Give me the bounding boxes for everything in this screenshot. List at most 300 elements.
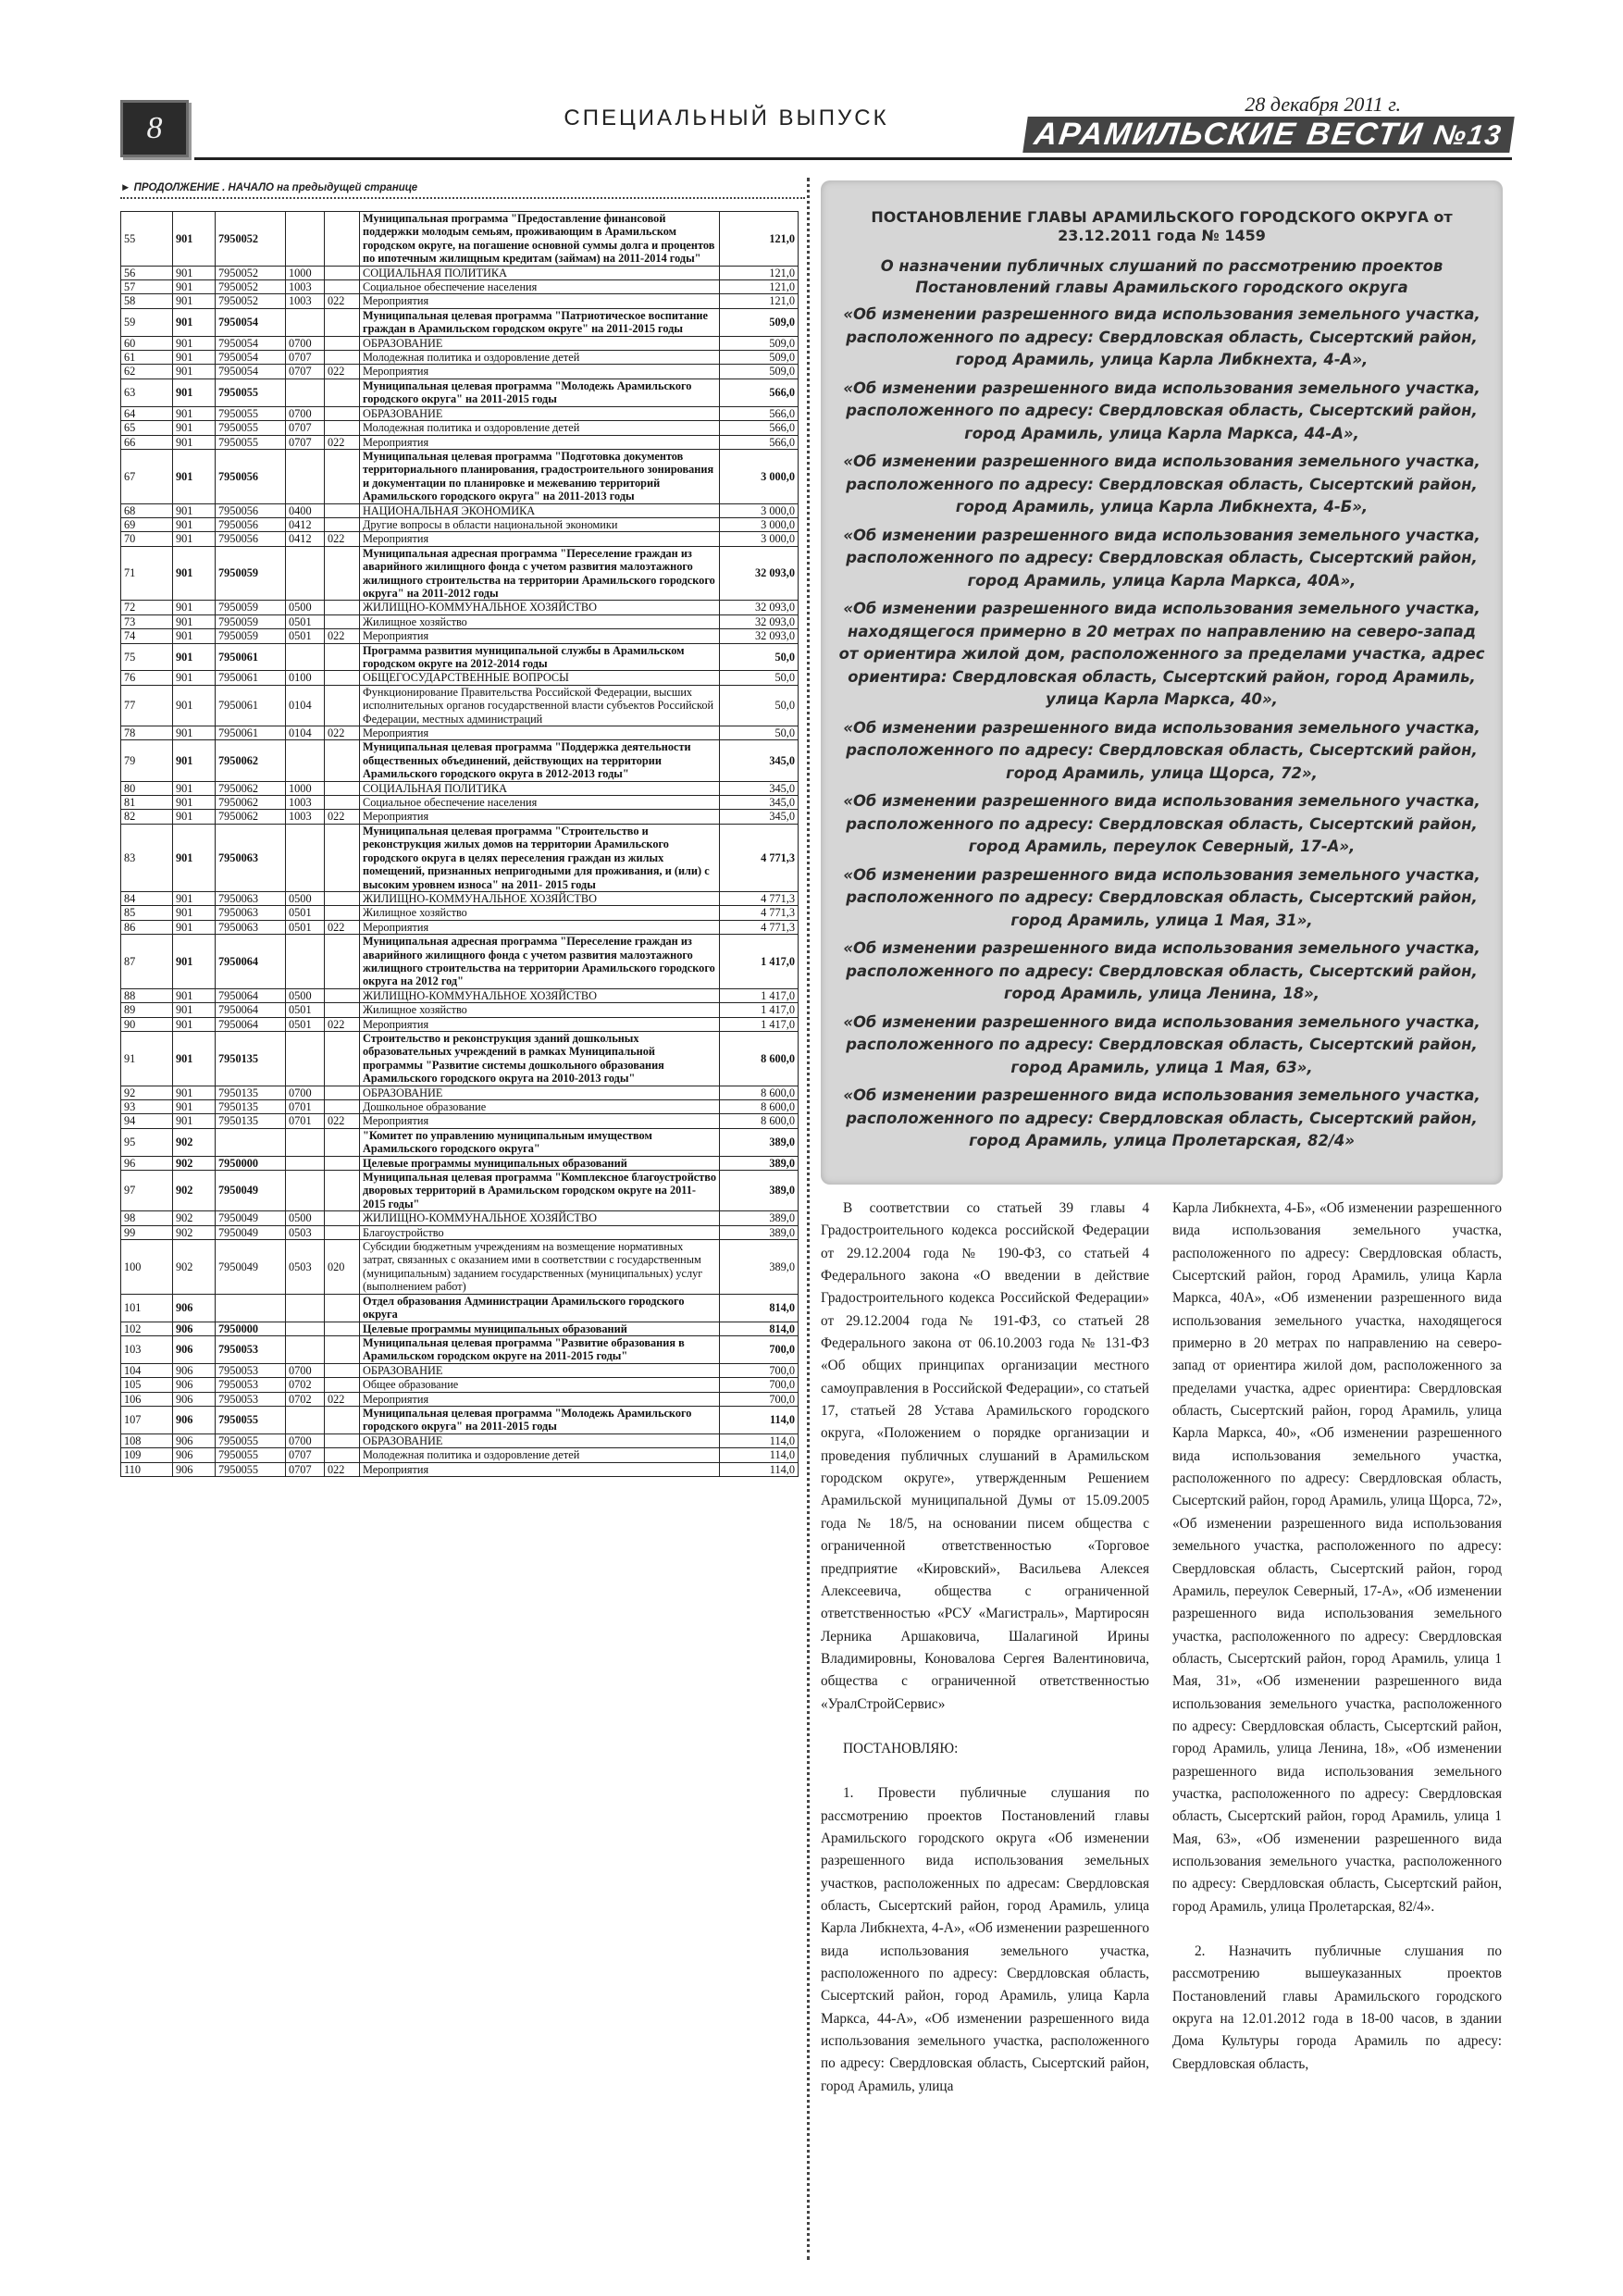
cell-expense-code [325, 671, 360, 685]
cell-item-name: Молодежная политика и оздоровление детей [360, 351, 720, 365]
cell-row-number: 71 [121, 546, 173, 601]
table-row [121, 1240, 799, 1295]
cell-item-name: Дошкольное образование [360, 1100, 720, 1114]
cell-row-number: 105 [121, 1378, 173, 1392]
cell-section-code: 0702 [286, 1392, 325, 1406]
cell-admin-code: 906 [173, 1462, 216, 1476]
cell-amount: 4 771,3 [720, 891, 799, 905]
cell-item-name: Жилищное хозяйство [360, 906, 720, 920]
cell-item-name: Мероприятия [360, 1392, 720, 1406]
cell-item-name: Социальное обеспечение населения [360, 280, 720, 294]
cell-row-number: 104 [121, 1363, 173, 1377]
cell-admin-code: 901 [173, 740, 216, 781]
cell-item-name: СОЦИАЛЬНАЯ ПОЛИТИКА [360, 266, 720, 279]
cell-amount: 700,0 [720, 1335, 799, 1363]
cell-amount: 32 093,0 [720, 629, 799, 643]
cell-expense-code: 022 [325, 365, 360, 379]
cell-target-code: 7950055 [216, 435, 286, 449]
cell-section-code: 1000 [286, 781, 325, 795]
cell-expense-code: 022 [325, 920, 360, 934]
cell-amount: 50,0 [720, 685, 799, 726]
table-row [121, 1128, 799, 1156]
cell-admin-code: 901 [173, 1017, 216, 1031]
cell-amount: 114,0 [720, 1406, 799, 1433]
cell-admin-code: 901 [173, 685, 216, 726]
cell-target-code: 7950063 [216, 824, 286, 891]
cell-target-code: 7950059 [216, 601, 286, 614]
cell-admin-code: 901 [173, 546, 216, 601]
table-row [121, 1114, 799, 1128]
cell-admin-code: 901 [173, 781, 216, 795]
cell-row-number: 61 [121, 351, 173, 365]
cell-row-number: 96 [121, 1156, 173, 1170]
cell-admin-code: 901 [173, 1086, 216, 1099]
cell-target-code: 7950000 [216, 1156, 286, 1170]
cell-item-name: Мероприятия [360, 726, 720, 740]
cell-row-number: 95 [121, 1128, 173, 1156]
cell-amount: 700,0 [720, 1392, 799, 1406]
cell-admin-code: 901 [173, 629, 216, 643]
cell-item-name: ЖИЛИЩНО-КОММУНАЛЬНОЕ ХОЗЯЙСТВО [360, 988, 720, 1002]
cell-row-number: 56 [121, 266, 173, 279]
text-column-left [821, 1198, 1149, 2098]
cell-admin-code: 906 [173, 1294, 216, 1322]
cell-amount: 3 000,0 [720, 503, 799, 517]
cell-target-code: 7950064 [216, 1003, 286, 1017]
table-row [121, 406, 799, 420]
cell-amount: 114,0 [720, 1433, 799, 1447]
cell-section-code: 0707 [286, 435, 325, 449]
cell-item-name: Мероприятия [360, 920, 720, 934]
cell-item-name: Отдел образования Администрации Арамильского городского округа [360, 1294, 720, 1322]
cell-section-code: 0707 [286, 421, 325, 435]
cell-amount: 32 093,0 [720, 546, 799, 601]
cell-section-code: 0700 [286, 1363, 325, 1377]
cell-row-number: 76 [121, 671, 173, 685]
cell-item-name: Муниципальная целевая программа "Развитие образования в Арамильском городском округе на 2011-2015 годы" [360, 1335, 720, 1363]
cell-target-code: 7950061 [216, 671, 286, 685]
cell-expense-code [325, 1031, 360, 1086]
cell-expense-code [325, 308, 360, 336]
cell-expense-code [325, 601, 360, 614]
table-row [121, 671, 799, 685]
cell-target-code: 7950053 [216, 1335, 286, 1363]
table-row [121, 1433, 799, 1447]
issue-number: №13 [1431, 120, 1505, 151]
cell-target-code: 7950056 [216, 517, 286, 531]
cell-row-number: 86 [121, 920, 173, 934]
cell-amount: 389,0 [720, 1171, 799, 1211]
cell-item-name: Мероприятия [360, 435, 720, 449]
cell-row-number: 58 [121, 294, 173, 308]
cell-admin-code: 906 [173, 1363, 216, 1377]
table-row [121, 212, 799, 267]
table-row [121, 1100, 799, 1114]
cell-target-code: 7950063 [216, 891, 286, 905]
table-row [121, 308, 799, 336]
cell-target-code: 7950064 [216, 1017, 286, 1031]
cell-item-name: Муниципальная целевая программа "Молодежь Арамильского городского округа" на 2011-2015 годы [360, 379, 720, 406]
cell-expense-code: 022 [325, 810, 360, 824]
cell-admin-code: 901 [173, 671, 216, 685]
table-row [121, 629, 799, 643]
paragraph-1: 1. Провести публичные слушания по рассмотрению проектов Постановлений главы Арамильского городского округа «Об изменении разрешенного вида использования земельных участков, расположенных по адресам: Свердловская область, Сысертский район, город Арамиль, улица Карла Либкнехта, 4-А», «Об изменении разрешенного вида использования земельного участка, расположенного по адресу: Свердловская область, Сысертский район, город Арамиль, улица Карла Маркса, 44-А», «Об изменении разрешенного вида использования земельного участка, расположенного по адресу: Свердловская область, Сысертский район, город Арамиль, улица [821, 1785, 1149, 2094]
header-rule [194, 157, 1512, 160]
cell-amount: 121,0 [720, 280, 799, 294]
cell-item-name: Муниципальная целевая программа "Поддержка деятельности общественных объединений, действующих на территории Арамильского городского округа в 2012-2013 годы" [360, 740, 720, 781]
cell-section-code: 0501 [286, 906, 325, 920]
decree-item: «Об изменении разрешенного вида использования земельного участка, расположенного по адресу: Свердловская область, Сысертский район, город Арамиль, улица Карла Либкнехта, 4-А», [843, 305, 1481, 368]
table-row [121, 1378, 799, 1392]
decree-item: «Об изменении разрешенного вида использования земельного участка, расположенного по адресу: Свердловская область, Сысертский район, город Арамиль, улица Ленина, 18», [843, 939, 1481, 1002]
cell-item-name: Муниципальная целевая программа "Комплексное благоустройство дворовых территорий в Арамильском городском округе на 2011-2015 годы" [360, 1171, 720, 1211]
cell-section-code: 0700 [286, 336, 325, 350]
table-row [121, 988, 799, 1002]
table-row [121, 920, 799, 934]
cell-row-number: 87 [121, 935, 173, 989]
cell-target-code: 7950049 [216, 1225, 286, 1239]
cell-expense-code [325, 824, 360, 891]
preamble-paragraph: В соответствии со статьей 39 главы 4 Градостроительного кодекса российской Федерации от 29.12.2004 года № 190-ФЗ, со статьей 4 Федерального закона «О введении в действие Градостроительного кодекса Российской Федерации» от 29.12.2004 года № 191-ФЗ, со статьей 28 Федерального закона от 06.10.2003 года № 131-ФЗ «Об общих принципах организации местного самоуправления в Российской Федерации», со статьей 17, статьей 28 Устава Арамильского городского округа, «Положением о порядке организации и проведения публичных слушаний в Арамильском городском округе», утвержденным Решением Арамильской муниципальной Думы от 15.09.2005 года № 18/5, на основании писем общества с ограниченной ответственностью «Торговое предприятие «Кировский», Васильева Алексея Алексеевича, общества с ограниченной ответственностью «РСУ «Магистраль», Мартиросян Лерника Аршаковича, Шалагиной Ирины Владимировны, Коноваловa Сергея Валентиновича, общества с ограниченной ответственностью «УралСтройСервис» [821, 1200, 1149, 1712]
cell-admin-code: 901 [173, 1003, 216, 1017]
cell-item-name: СОЦИАЛЬНАЯ ПОЛИТИКА [360, 781, 720, 795]
table-row [121, 1335, 799, 1363]
cell-row-number: 79 [121, 740, 173, 781]
cell-row-number: 66 [121, 435, 173, 449]
cell-admin-code: 901 [173, 920, 216, 934]
cell-row-number: 62 [121, 365, 173, 379]
cell-amount: 700,0 [720, 1378, 799, 1392]
cell-section-code: 0702 [286, 1378, 325, 1392]
cell-section-code: 0104 [286, 685, 325, 726]
cell-admin-code: 906 [173, 1392, 216, 1406]
cell-row-number: 68 [121, 503, 173, 517]
cell-row-number: 83 [121, 824, 173, 891]
cell-row-number: 65 [121, 421, 173, 435]
table-row [121, 1225, 799, 1239]
cell-expense-code [325, 1128, 360, 1156]
cell-section-code: 1000 [286, 266, 325, 279]
decree-content [837, 208, 1486, 1153]
table-row [121, 1156, 799, 1170]
cell-admin-code: 901 [173, 212, 216, 267]
table-row [121, 781, 799, 795]
cell-row-number: 110 [121, 1462, 173, 1476]
cell-amount: 389,0 [720, 1128, 799, 1156]
table-row [121, 365, 799, 379]
cell-section-code [286, 546, 325, 601]
cell-target-code: 7950055 [216, 1433, 286, 1447]
cell-section-code [286, 740, 325, 781]
table-row [121, 1462, 799, 1476]
cell-target-code: 7950059 [216, 546, 286, 601]
cell-row-number: 94 [121, 1114, 173, 1128]
cell-admin-code: 901 [173, 796, 216, 810]
cell-admin-code: 902 [173, 1225, 216, 1239]
cell-admin-code: 901 [173, 336, 216, 350]
cell-admin-code: 901 [173, 503, 216, 517]
cell-item-name: Мероприятия [360, 629, 720, 643]
cell-row-number: 70 [121, 532, 173, 546]
cell-item-name: Мероприятия [360, 365, 720, 379]
cell-amount: 8 600,0 [720, 1086, 799, 1099]
cell-expense-code: 022 [325, 1017, 360, 1031]
cell-amount: 32 093,0 [720, 601, 799, 614]
cell-amount: 389,0 [720, 1156, 799, 1170]
cell-expense-code [325, 614, 360, 628]
cell-item-name: Муниципальная целевая программа "Строительство и реконструкция жилых домов на территории Арамильского городского округа в целях переселения граждан из жилых помещений, признанных непригодными для проживания, и (или) с высоким уровнем износа" на 2011- 2015 годы [360, 824, 720, 891]
cell-row-number: 60 [121, 336, 173, 350]
cell-section-code [286, 1406, 325, 1433]
cell-target-code: 7950064 [216, 935, 286, 989]
cell-admin-code: 901 [173, 906, 216, 920]
cell-row-number: 74 [121, 629, 173, 643]
cell-expense-code [325, 1211, 360, 1225]
cell-target-code: 7950059 [216, 629, 286, 643]
cell-amount: 345,0 [720, 781, 799, 795]
cell-expense-code [325, 796, 360, 810]
cell-expense-code [325, 266, 360, 279]
table-row [121, 503, 799, 517]
cell-admin-code: 901 [173, 406, 216, 420]
cell-expense-code: 022 [325, 726, 360, 740]
cell-target-code: 7950054 [216, 308, 286, 336]
cell-target-code: 7950063 [216, 920, 286, 934]
text-column-right [1172, 1198, 1502, 2076]
cell-admin-code: 906 [173, 1448, 216, 1462]
cell-target-code: 7950056 [216, 449, 286, 503]
cell-expense-code [325, 1086, 360, 1099]
cell-amount: 814,0 [720, 1294, 799, 1322]
cell-expense-code: 022 [325, 435, 360, 449]
cell-admin-code: 901 [173, 532, 216, 546]
cell-amount: 389,0 [720, 1240, 799, 1295]
continuation-note: ► ПРОДОЛЖЕНИЕ . НАЧАЛО на предыдущей странице [120, 182, 418, 193]
cell-admin-code: 906 [173, 1378, 216, 1392]
cell-expense-code [325, 336, 360, 350]
cell-target-code: 7950053 [216, 1363, 286, 1377]
cell-item-name: Мероприятия [360, 810, 720, 824]
cell-target-code: 7950049 [216, 1171, 286, 1211]
cell-section-code: 0707 [286, 1448, 325, 1462]
cell-expense-code [325, 280, 360, 294]
cell-item-name: Муниципальная целевая программа "Подготовка документов территориального планирования, градостроительного зонирования и документации по планировке и межеванию территорий Арамильского городского округа" на 2011-2013 годы [360, 449, 720, 503]
cell-section-code [286, 1294, 325, 1322]
budget-table [120, 211, 799, 1477]
table-row [121, 1294, 799, 1322]
table-row [121, 379, 799, 406]
cell-expense-code [325, 1003, 360, 1017]
cell-item-name: ОБРАЗОВАНИЕ [360, 1363, 720, 1377]
cell-item-name: Муниципальная адресная программа "Переселение граждан из аварийного жилищного фонда с учетом развития малоэтажного жилищного строительства на территории Арамильского городского округа на 2012 год" [360, 935, 720, 989]
cell-row-number: 72 [121, 601, 173, 614]
cell-section-code [286, 1171, 325, 1211]
cell-target-code: 7950052 [216, 294, 286, 308]
cell-admin-code: 901 [173, 891, 216, 905]
table-row [121, 1086, 799, 1099]
cell-expense-code [325, 891, 360, 905]
cell-admin-code: 902 [173, 1128, 216, 1156]
cell-amount: 1 417,0 [720, 1017, 799, 1031]
cell-section-code [286, 212, 325, 267]
cell-target-code: 7950055 [216, 1448, 286, 1462]
cell-row-number: 82 [121, 810, 173, 824]
cell-amount: 1 417,0 [720, 988, 799, 1002]
cell-item-name: Мероприятия [360, 294, 720, 308]
cell-item-name: ОБРАЗОВАНИЕ [360, 406, 720, 420]
cell-row-number: 99 [121, 1225, 173, 1239]
cell-target-code: 7950056 [216, 532, 286, 546]
cell-item-name: Общее образование [360, 1378, 720, 1392]
cell-section-code [286, 643, 325, 671]
cell-amount: 1 417,0 [720, 1003, 799, 1017]
table-row [121, 1031, 799, 1086]
cell-item-name: Мероприятия [360, 1017, 720, 1031]
cell-expense-code [325, 643, 360, 671]
cell-item-name: ЖИЛИЩНО-КОММУНАЛЬНОЕ ХОЗЯЙСТВО [360, 891, 720, 905]
cell-amount: 121,0 [720, 294, 799, 308]
cell-expense-code [325, 1294, 360, 1322]
cell-row-number: 89 [121, 1003, 173, 1017]
cell-section-code: 0701 [286, 1100, 325, 1114]
cell-item-name: Другие вопросы в области национальной экономики [360, 517, 720, 531]
cell-admin-code: 901 [173, 365, 216, 379]
cell-expense-code [325, 546, 360, 601]
cell-target-code: 7950064 [216, 988, 286, 1002]
cell-amount: 389,0 [720, 1211, 799, 1225]
cell-target-code: 7950135 [216, 1100, 286, 1114]
cell-item-name: ОБРАЗОВАНИЕ [360, 336, 720, 350]
cell-amount: 345,0 [720, 796, 799, 810]
cell-admin-code: 901 [173, 379, 216, 406]
cell-row-number: 81 [121, 796, 173, 810]
cell-row-number: 84 [121, 891, 173, 905]
cell-admin-code: 901 [173, 614, 216, 628]
cell-section-code [286, 1156, 325, 1170]
cell-section-code: 0707 [286, 351, 325, 365]
cell-section-code: 0500 [286, 1211, 325, 1225]
table-row [121, 1406, 799, 1433]
cell-admin-code: 906 [173, 1433, 216, 1447]
cell-section-code: 0501 [286, 629, 325, 643]
cell-amount: 8 600,0 [720, 1031, 799, 1086]
cell-row-number: 55 [121, 212, 173, 267]
table-row [121, 421, 799, 435]
cell-expense-code [325, 212, 360, 267]
cell-expense-code: 022 [325, 1114, 360, 1128]
table-row [121, 294, 799, 308]
cell-admin-code: 906 [173, 1335, 216, 1363]
cell-target-code: 7950054 [216, 351, 286, 365]
cell-section-code [286, 379, 325, 406]
cell-item-name: ЖИЛИЩНО-КОММУНАЛЬНОЕ ХОЗЯЙСТВО [360, 1211, 720, 1225]
decree-item: «Об изменении разрешенного вида использования земельного участка, расположенного по адресу: Свердловская область, Сысертский район, город Арамиль, улица Карла Маркса, 40А», [843, 526, 1481, 590]
decree-box [821, 180, 1503, 1185]
cell-expense-code [325, 988, 360, 1002]
cell-section-code: 0503 [286, 1240, 325, 1295]
cell-target-code: 7950055 [216, 1406, 286, 1433]
cell-admin-code: 902 [173, 1211, 216, 1225]
cell-target-code: 7950135 [216, 1086, 286, 1099]
cell-expense-code [325, 379, 360, 406]
cell-target-code: 7950061 [216, 643, 286, 671]
cell-expense-code [325, 1433, 360, 1447]
cell-admin-code: 901 [173, 435, 216, 449]
cell-row-number: 80 [121, 781, 173, 795]
cell-admin-code: 901 [173, 935, 216, 989]
cell-row-number: 57 [121, 280, 173, 294]
cell-section-code: 0500 [286, 601, 325, 614]
table-row [121, 532, 799, 546]
cell-target-code: 7950059 [216, 614, 286, 628]
cell-amount: 114,0 [720, 1462, 799, 1476]
cell-admin-code: 901 [173, 810, 216, 824]
cell-expense-code [325, 1171, 360, 1211]
cell-row-number: 59 [121, 308, 173, 336]
cell-expense-code: 022 [325, 532, 360, 546]
table-row [121, 1211, 799, 1225]
cell-row-number: 63 [121, 379, 173, 406]
cell-amount: 3 000,0 [720, 517, 799, 531]
cell-row-number: 73 [121, 614, 173, 628]
cell-row-number: 91 [121, 1031, 173, 1086]
cell-section-code: 0104 [286, 726, 325, 740]
cell-row-number: 75 [121, 643, 173, 671]
cell-admin-code: 901 [173, 308, 216, 336]
cell-section-code [286, 308, 325, 336]
cell-target-code: 7950135 [216, 1031, 286, 1086]
cell-amount: 700,0 [720, 1363, 799, 1377]
decree-subject: О назначении публичных слушаний по рассмотрению проектов Постановлений главы Арамильского городского округа [880, 257, 1443, 296]
cell-item-name: Целевые программы муниципальных образований [360, 1156, 720, 1170]
cell-row-number: 88 [121, 988, 173, 1002]
decree-item: «Об изменении разрешенного вида использования земельного участка, находящегося примерно в 20 метрах по направлению на северо-запад от ориентира жилой дом, расположенного за пределами участка, адрес ориентира: Свердловская область, Сысертский район, город Арамиль, улица Карла Маркса, 40», [838, 600, 1485, 708]
cell-row-number: 109 [121, 1448, 173, 1462]
table-row [121, 614, 799, 628]
cell-target-code: 7950054 [216, 365, 286, 379]
cell-item-name: Целевые программы муниципальных образований [360, 1322, 720, 1335]
cell-admin-code: 901 [173, 266, 216, 279]
cell-expense-code: 020 [325, 1240, 360, 1295]
cell-expense-code [325, 1335, 360, 1363]
cell-amount: 566,0 [720, 435, 799, 449]
cell-section-code: 1003 [286, 796, 325, 810]
cell-target-code [216, 1128, 286, 1156]
cell-section-code [286, 824, 325, 891]
table-row [121, 796, 799, 810]
cell-expense-code [325, 740, 360, 781]
cell-item-name: Молодежная политика и оздоровление детей [360, 1448, 720, 1462]
cell-admin-code: 901 [173, 1114, 216, 1128]
cell-amount: 566,0 [720, 421, 799, 435]
cell-target-code: 7950055 [216, 406, 286, 420]
cell-admin-code: 901 [173, 280, 216, 294]
cell-expense-code: 022 [325, 1462, 360, 1476]
cell-item-name: Мероприятия [360, 1462, 720, 1476]
decree-item: «Об изменении разрешенного вида использования земельного участка, расположенного по адресу: Свердловская область, Сысертский район, город Арамиль, улица Щорса, 72», [843, 718, 1481, 782]
cell-section-code: 0412 [286, 517, 325, 531]
decree-items-list [837, 304, 1486, 1153]
cell-admin-code: 901 [173, 351, 216, 365]
budget-table-body [121, 212, 799, 1477]
cell-item-name: ЖИЛИЩНО-КОММУНАЛЬНОЕ ХОЗЯЙСТВО [360, 601, 720, 614]
cell-row-number: 98 [121, 1211, 173, 1225]
table-row [121, 740, 799, 781]
cell-expense-code [325, 449, 360, 503]
cell-amount: 509,0 [720, 365, 799, 379]
cell-admin-code: 901 [173, 421, 216, 435]
cell-admin-code: 901 [173, 517, 216, 531]
